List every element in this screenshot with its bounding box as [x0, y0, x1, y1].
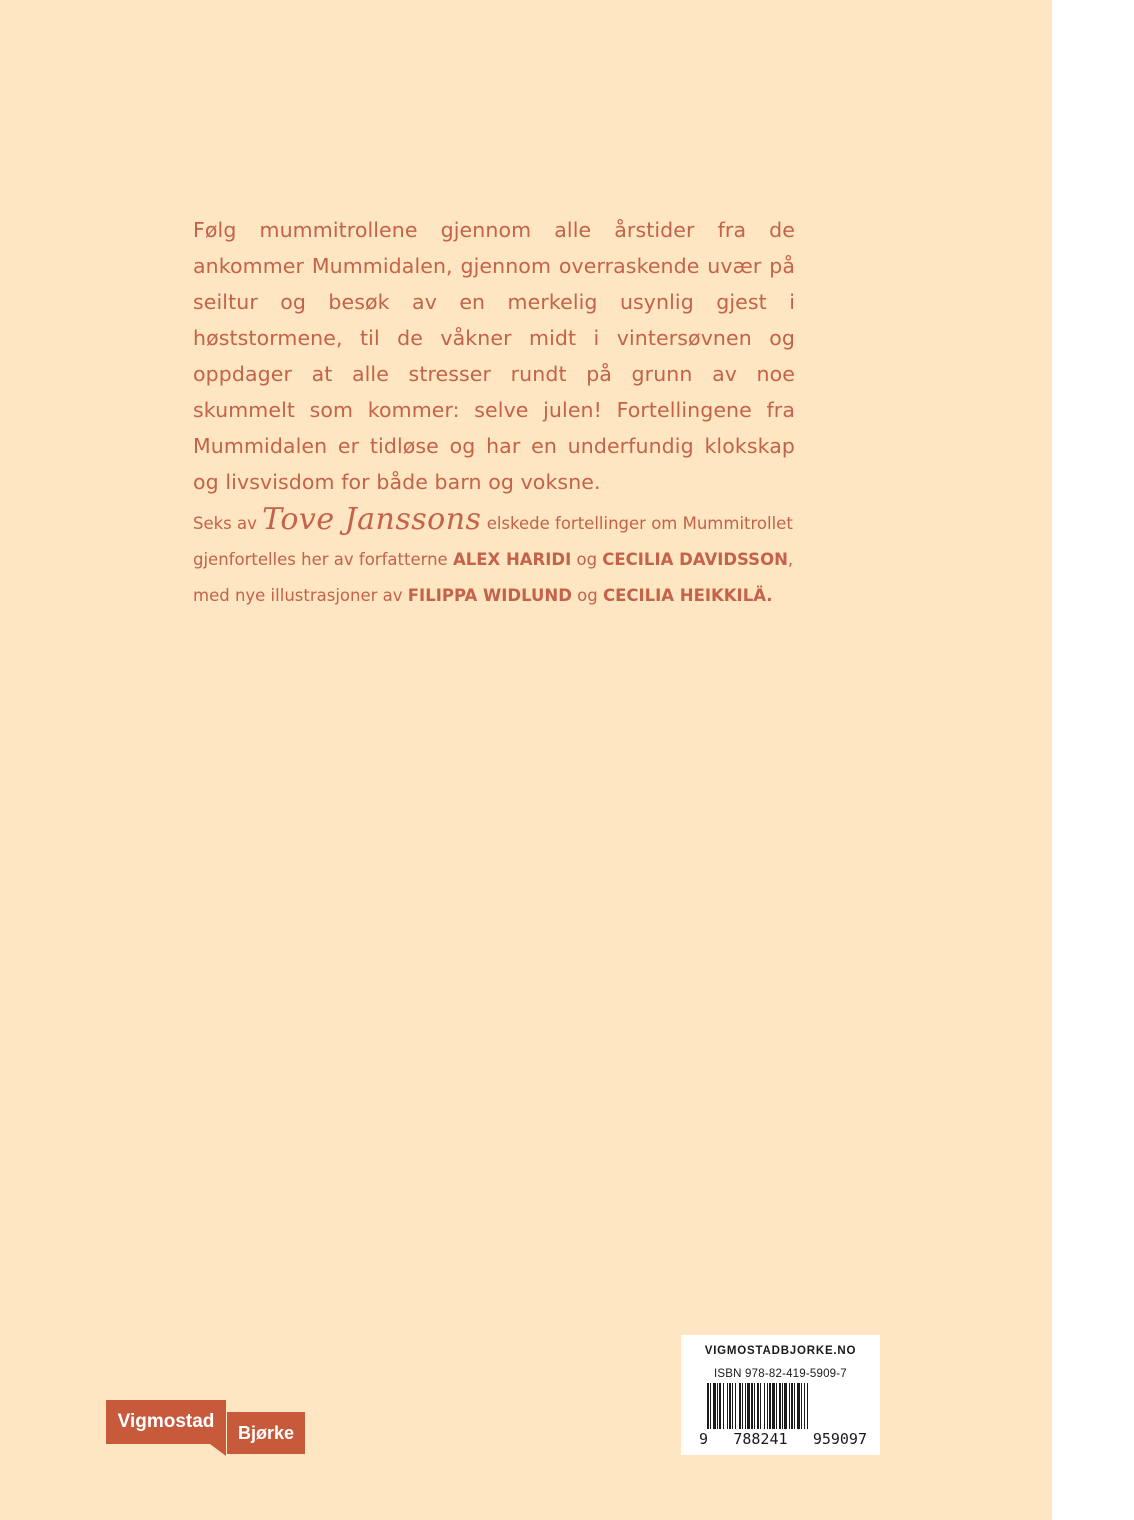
- writer-name: CECILIA DAVIDSSON: [602, 550, 788, 569]
- barcode-icon: [699, 1383, 867, 1431]
- illustrator-name: FILIPPA WIDLUND: [407, 586, 572, 605]
- barcode-bar: [776, 1383, 777, 1429]
- barcode-bar: [742, 1383, 743, 1429]
- barcode-bar: [797, 1383, 800, 1429]
- barcode-bar: [807, 1383, 808, 1429]
- barcode-bar: [764, 1383, 765, 1429]
- barcode-bar: [757, 1383, 759, 1429]
- logo-bjorke: Bjørke: [227, 1412, 305, 1454]
- logo-notch-shape: [210, 1444, 226, 1456]
- barcode-bar: [723, 1383, 724, 1429]
- barcode-bar: [767, 1383, 768, 1429]
- barcode-bar: [732, 1383, 733, 1429]
- barcode-bar: [760, 1383, 761, 1429]
- barcode-bar: [710, 1383, 711, 1429]
- isbn-barcode-box: [681, 1335, 880, 1455]
- barcode-bar: [769, 1383, 771, 1429]
- barcode-bar: [751, 1383, 753, 1429]
- barcode-bar: [747, 1383, 750, 1429]
- barcode-bar: [729, 1383, 731, 1429]
- isbn-number: ISBN 978-82-419-5909-7: [714, 1368, 847, 1380]
- publisher-logo: [106, 1400, 311, 1460]
- barcode-bar: [707, 1383, 709, 1429]
- author-name: Tove Janssons: [262, 502, 482, 537]
- barcode-bar: [727, 1383, 728, 1429]
- credits-text: , med nye illustrasjoner av: [193, 550, 794, 605]
- barcode-bar: [713, 1383, 716, 1429]
- barcode-bar: [804, 1383, 805, 1429]
- illustrator-name: CECILIA HEIKKILÄ.: [602, 586, 773, 605]
- barcode-bar: [739, 1383, 741, 1429]
- barcode-bar: [754, 1383, 755, 1429]
- barcode-bar: [784, 1383, 787, 1429]
- barcode-digit-group: 788241: [733, 1430, 788, 1448]
- credits-text: Seks av: [193, 514, 263, 533]
- barcode-bar: [779, 1383, 781, 1429]
- barcode-bar: [719, 1383, 721, 1429]
- barcode-bar: [735, 1383, 736, 1429]
- barcode-digit-group: 959097: [812, 1430, 867, 1448]
- barcode-bar: [772, 1383, 775, 1429]
- credits-text: og: [571, 586, 603, 605]
- book-blurb: Følg mummitrollene gjennom alle årstider fra de ankommer Mummidalen, gjennom overraskende uvær på seiltur og besøk av en merkelig usynlig gjest i høststormene, til de våkner midt i vintersøvnen og oppdager at alle stresser rundt på grunn av noe skummelt som kommer: selve julen! Fortellingene fra Mummidalen er tidløse og har en underfundig klokskap og livsvisdom for både barn og voksne.: [193, 218, 795, 494]
- barcode-digit-group: 9: [699, 1430, 709, 1448]
- barcode-bar: [791, 1383, 793, 1429]
- book-credits: [193, 502, 803, 614]
- logo-vigmostad: Vigmostad: [106, 1400, 226, 1444]
- barcode-bar: [789, 1383, 790, 1429]
- credits-text: og: [571, 550, 603, 569]
- barcode-bar: [782, 1383, 783, 1429]
- barcode-bar: [717, 1383, 718, 1429]
- barcode-bar: [794, 1383, 795, 1429]
- writer-name: ALEX HARIDI: [452, 550, 572, 569]
- credits-text: elskede fortellinger om Mummitrollet gjenfortelles her av forfatterne: [193, 514, 793, 569]
- publisher-website: VIGMOSTADBJORKE.NO: [704, 1345, 857, 1357]
- barcode-bar: [801, 1383, 802, 1429]
- barcode-bar: [745, 1383, 746, 1429]
- barcode-digits: [699, 1430, 867, 1448]
